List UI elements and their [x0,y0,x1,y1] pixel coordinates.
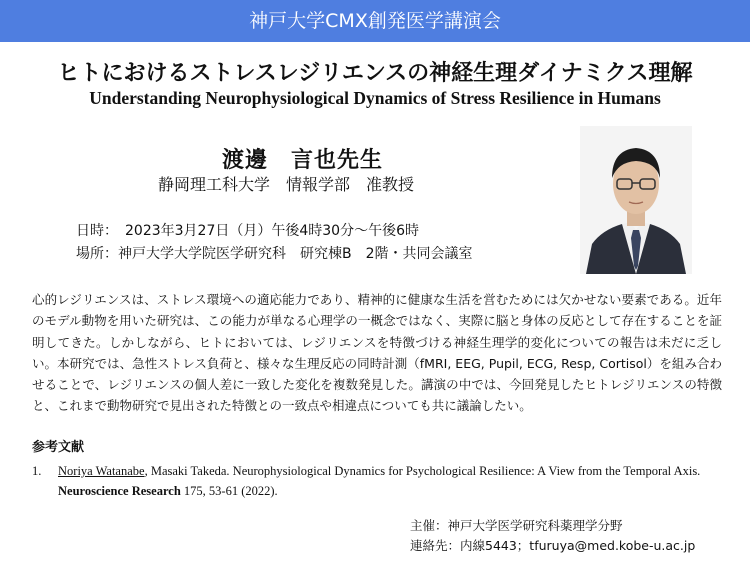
reference-tail: 175, 53-61 (2022). [180,484,278,498]
reference-body [58,461,722,501]
title-english: Understanding Neurophysiological Dynamics of Stress Resilience in Humans [89,88,661,108]
event-place: 場所：神戸大学大学院医学研究科 研究棟B 2階・共同会議室 [76,246,473,262]
reference-author-underlined: Noriya Watanabe [58,464,145,478]
organizer-info: 主催：神戸大学医学研究科薬理学分野 [410,518,623,533]
reference-number: 1. [32,464,42,478]
reference-text: , Masaki Takeda. Neurophysiological Dynamics for Psychological Resilience: A View from the Temporal Axis. [144,464,701,478]
speaker-photo [580,126,692,274]
title-japanese: ヒトにおけるストレスレジリエンスの神経生理ダイナミクス理解 [57,61,693,86]
header-banner: 神戸大学CMX創発医学講演会 [0,0,750,42]
speaker-affiliation: 静岡理工科大学 情報学部 准教授 [158,175,415,194]
abstract-text: 心的レジリエンスは、ストレス環境への適応能力であり、精神的に健康な生活を営むためには欠かせない要素である。近年のモデル動物を用いた研究は、この能力が単なる心理学の一概念ではなく、実際に脳と身体の反応として存在することを証明してきた。しかしながら、ヒトにおいては、レジリエンスを特徴づける神経生理学的変化についての報告は未だに乏しい。本研究では、急性ストレス負荷と、様々な生理反応の同時計測（fMRI, EEG, Pupil, ECG, Resp, Cortisol）を組み合わせることで、レジリエンスの個人差に一致した変化を複数発見した。講演の中では、今回発見したヒトレジリエンスの特徴と、これまで動物研究で見出された特徴との一致点や相違点についても共に議論したい。 [32,292,722,414]
reference-item [32,461,722,501]
speaker-name: 渡邊 言也先生 [222,148,384,173]
event-date: 日時： 2023年3月27日（月）午後4時30分～午後6時 [76,223,419,239]
speaker-portrait-icon [580,126,692,274]
contact-info: 連絡先：内線5443；tfuruya@med.kobe-u.ac.jp [410,538,696,553]
references-heading: 参考文献 [32,440,85,455]
reference-journal: Neuroscience Research [58,484,181,498]
